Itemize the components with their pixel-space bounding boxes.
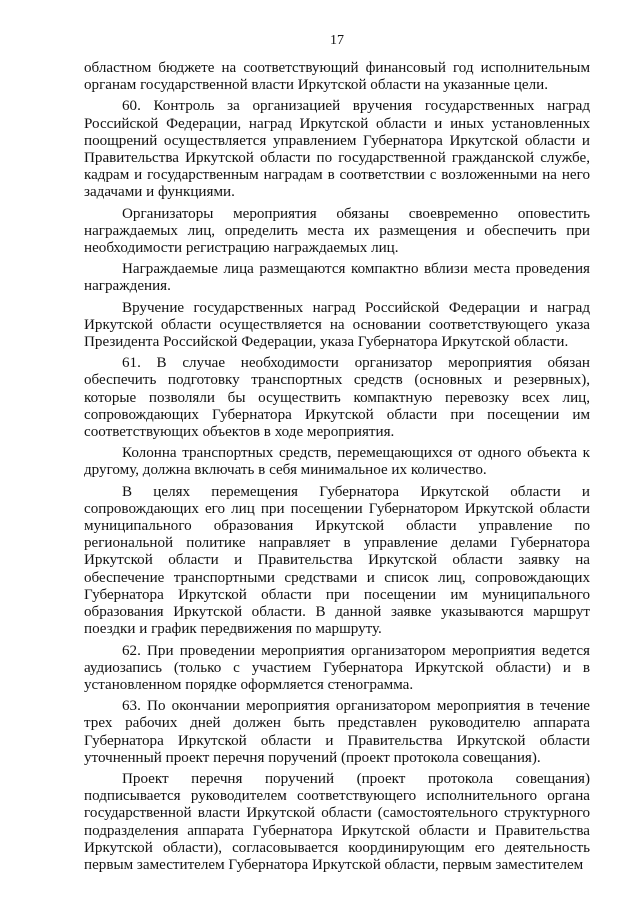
paragraph-clause-61: 61. В случае необходимости организатор мероприятия обязан обеспечить подготовку транспортных средств (основных и резервных), которые позволяли бы осуществить компактную перевозку всех лиц, сопровождающих Губернатора Иркутской области при посещении им соответствующих объектов в ходе мероприятия. xyxy=(84,355,590,441)
paragraph-vehicle-column: Колонна транспортных средств, перемещающихся от одного объекта к другому, должна включать в себя минимальное их количество. xyxy=(84,445,590,479)
paragraph-continuation: областном бюджете на соответствующий финансовый год исполнительным органам государственной власти Иркутской области на указанные цели. xyxy=(84,60,590,94)
document-body xyxy=(84,60,590,874)
paragraph-organizers-duties: Организаторы мероприятия обязаны своевременно оповестить награждаемых лиц, определить места их размещения и обеспечить при необходимости регистрацию награждаемых лиц. xyxy=(84,205,590,257)
paragraph-transport-request: В целях перемещения Губернатора Иркутской области и сопровождающих его лиц при посещении Губернатором Иркутской области муниципального образования Иркутской области управление по региональной политике направляет в управление делами Губернатора Иркутской области и Правительства Иркутской области заявку на обеспечение транспортными средствами и список лиц, сопровождающих Губернатора Иркутской области при посещении им муниципального образования Иркутской области. В данной заявке указываются маршрут поездки и график передвижения по маршруту. xyxy=(84,483,590,638)
paragraph-clause-63: 63. По окончании мероприятия организатором мероприятия в течение трех рабочих дней должен быть представлен руководителю аппарата Губернатора Иркутской области и Правительства Иркутской области уточненный проект перечня поручений (проект протокола совещания). xyxy=(84,698,590,766)
paragraph-awards-basis: Вручение государственных наград Российской Федерации и наград Иркутской области осуществляется на основании соответствующего указа Президента Российской Федерации, указа Губернатора Иркутской области. xyxy=(84,299,590,351)
paragraph-protocol-signing: Проект перечня поручений (проект протокола совещания) подписывается руководителем соответствующего исполнительного органа государственной власти Иркутской области (самостоятельного структурного подразделения аппарата Губернатора Иркутской области и Правительства Иркутской области), согласовывается координирующим его деятельность первым заместителем Губернатора Иркутской области, первым заместителем xyxy=(84,770,590,873)
page-number: 17 xyxy=(330,33,344,48)
paragraph-clause-60: 60. Контроль за организацией вручения государственных наград Российской Федерации, наград Иркутской области и иных установленных поощрений осуществляется управлением Губернатора Иркутской области и Правительства Иркутской области по государственной гражданской службе, кадрам и государственным наградам в соответствии с возложенными на него задачами и функциями. xyxy=(84,98,590,201)
paragraph-clause-62: 62. При проведении мероприятия организатором мероприятия ведется аудиозапись (только с участием Губернатора Иркутской области) и в установленном порядке оформляется стенограмма. xyxy=(84,642,590,693)
paragraph-awardees-placement: Награждаемые лица размещаются компактно вблизи места проведения награждения. xyxy=(84,261,590,295)
